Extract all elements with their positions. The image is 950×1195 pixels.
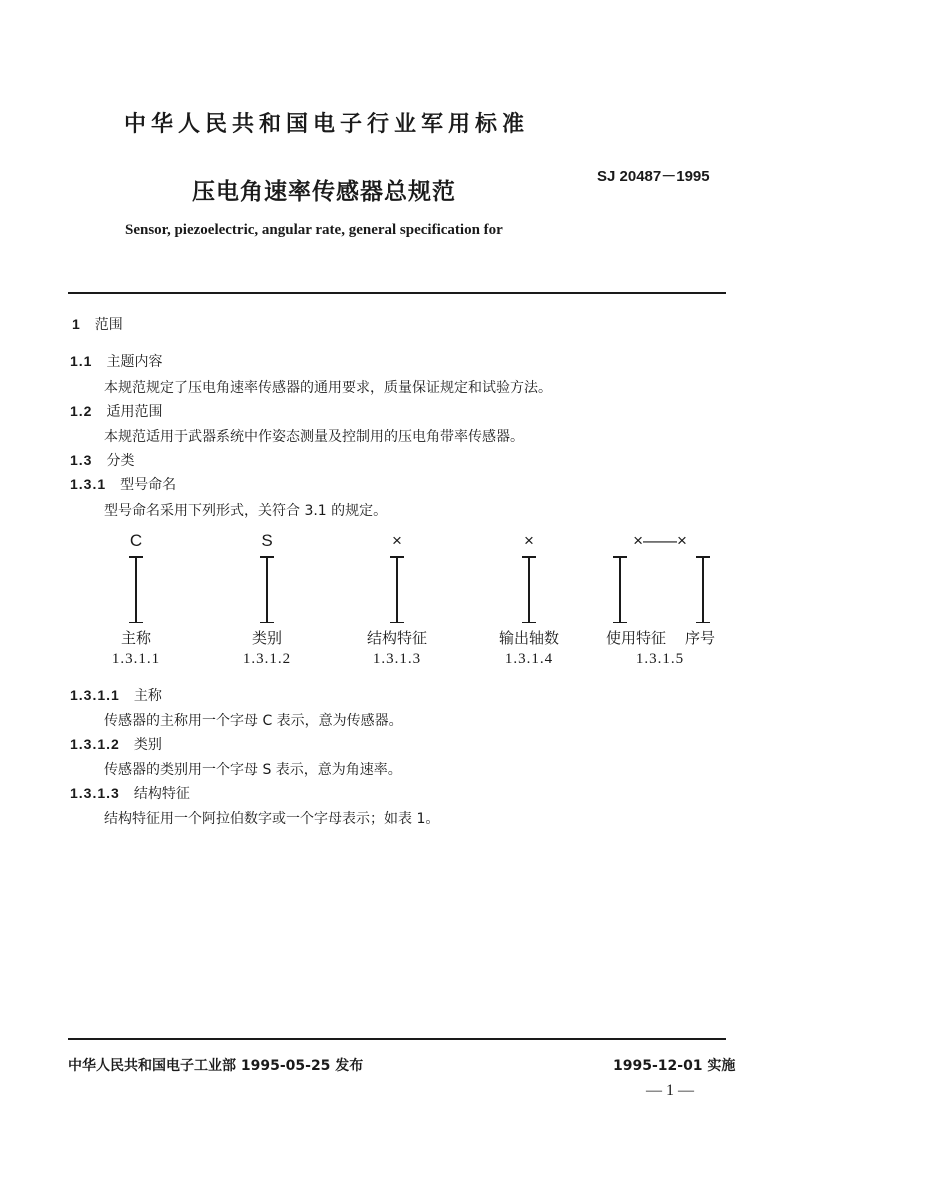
diagram-label: 使用特征 xyxy=(605,629,667,647)
diagram-symbol: × xyxy=(392,531,402,550)
section-number: 1.3.1 xyxy=(70,476,107,492)
issuer-statement: 中华人民共和国电子工业部 1995-05-25 发布 xyxy=(68,1058,364,1074)
diagram-connector xyxy=(390,556,404,623)
document-title-english: Sensor, piezoelectric, angular rate, general specification for xyxy=(125,222,503,238)
effective-date: 1995-12-01 实施 xyxy=(613,1058,736,1074)
diagram-label: 输出轴数 xyxy=(498,629,560,647)
section-number: 1.3 xyxy=(70,452,93,468)
diagram-symbol: S xyxy=(261,531,273,550)
diagram-reference: 1.3.1.1 xyxy=(111,651,161,667)
diagram-label: 主称 xyxy=(120,629,152,647)
section-title: 范围 xyxy=(94,317,123,333)
diagram-label: 序号 xyxy=(684,629,716,647)
section-1-1-text: 本规范规定了压电角速率传感器的通用要求，质量保证规定和试验方法。 xyxy=(104,380,552,396)
section-title: 结构特征 xyxy=(133,786,190,802)
section-1-heading xyxy=(72,314,123,334)
standard-code: SJ 20487－1995 xyxy=(597,168,710,185)
section-1-3-1-heading xyxy=(70,474,176,494)
section-1-2-text: 本规范适用于武器系统中作姿态测量及控制用的压电角带率传感器。 xyxy=(104,429,524,445)
section-number: 1 xyxy=(72,316,81,332)
standard-category-heading: 中华人民共和国电子行业军用标准 xyxy=(124,112,530,137)
section-1-3-1-text: 型号命名采用下列形式，关符合 3.1 的规定。 xyxy=(104,503,388,519)
section-1-3-1-3-text: 结构特征用一个阿拉伯数字或一个字母表示；如表 1。 xyxy=(104,811,440,827)
diagram-reference: 1.3.1.3 xyxy=(372,651,422,667)
section-1-2-heading xyxy=(70,401,162,421)
section-1-3-1-1-heading xyxy=(70,685,162,705)
diagram-label: 结构特征 xyxy=(366,629,428,647)
section-title: 主称 xyxy=(133,688,162,704)
section-title: 主题内容 xyxy=(106,354,163,370)
footer-divider xyxy=(68,1038,726,1040)
section-number: 1.3.1.3 xyxy=(70,785,120,801)
diagram-reference: 1.3.1.2 xyxy=(242,651,292,667)
section-title: 类别 xyxy=(133,737,162,753)
section-1-3-1-2-heading xyxy=(70,734,162,754)
section-title: 适用范围 xyxy=(106,404,163,420)
section-1-3-1-3-heading xyxy=(70,783,190,803)
diagram-connector xyxy=(129,556,143,623)
header-divider xyxy=(68,292,726,294)
section-number: 1.1 xyxy=(70,353,93,369)
section-number: 1.3.1.1 xyxy=(70,687,120,703)
section-title: 型号命名 xyxy=(120,477,177,493)
diagram-reference: 1.3.1.5 xyxy=(635,651,685,667)
section-1-3-1-2-text: 传感器的类别用一个字母 S 表示，意为角速率。 xyxy=(104,762,402,778)
diagram-connector xyxy=(522,556,536,623)
diagram-reference: 1.3.1.4 xyxy=(504,651,554,667)
diagram-connector xyxy=(613,556,627,623)
diagram-symbol: × xyxy=(524,531,534,550)
diagram-connector xyxy=(260,556,274,623)
diagram-symbol: C xyxy=(129,531,143,550)
section-1-3-heading xyxy=(70,450,134,470)
diagram-connector xyxy=(696,556,710,623)
section-1-3-1-1-text: 传感器的主称用一个字母 C 表示，意为传感器。 xyxy=(104,713,403,729)
document-title: 压电角速率传感器总规范 xyxy=(192,179,456,205)
section-title: 分类 xyxy=(106,453,135,469)
section-1-1-heading xyxy=(70,351,162,371)
diagram-label: 类别 xyxy=(251,629,283,647)
section-number: 1.3.1.2 xyxy=(70,736,120,752)
section-number: 1.2 xyxy=(70,403,93,419)
diagram-symbol: ×——× xyxy=(633,531,687,550)
page-number: — 1 — xyxy=(646,1082,694,1099)
